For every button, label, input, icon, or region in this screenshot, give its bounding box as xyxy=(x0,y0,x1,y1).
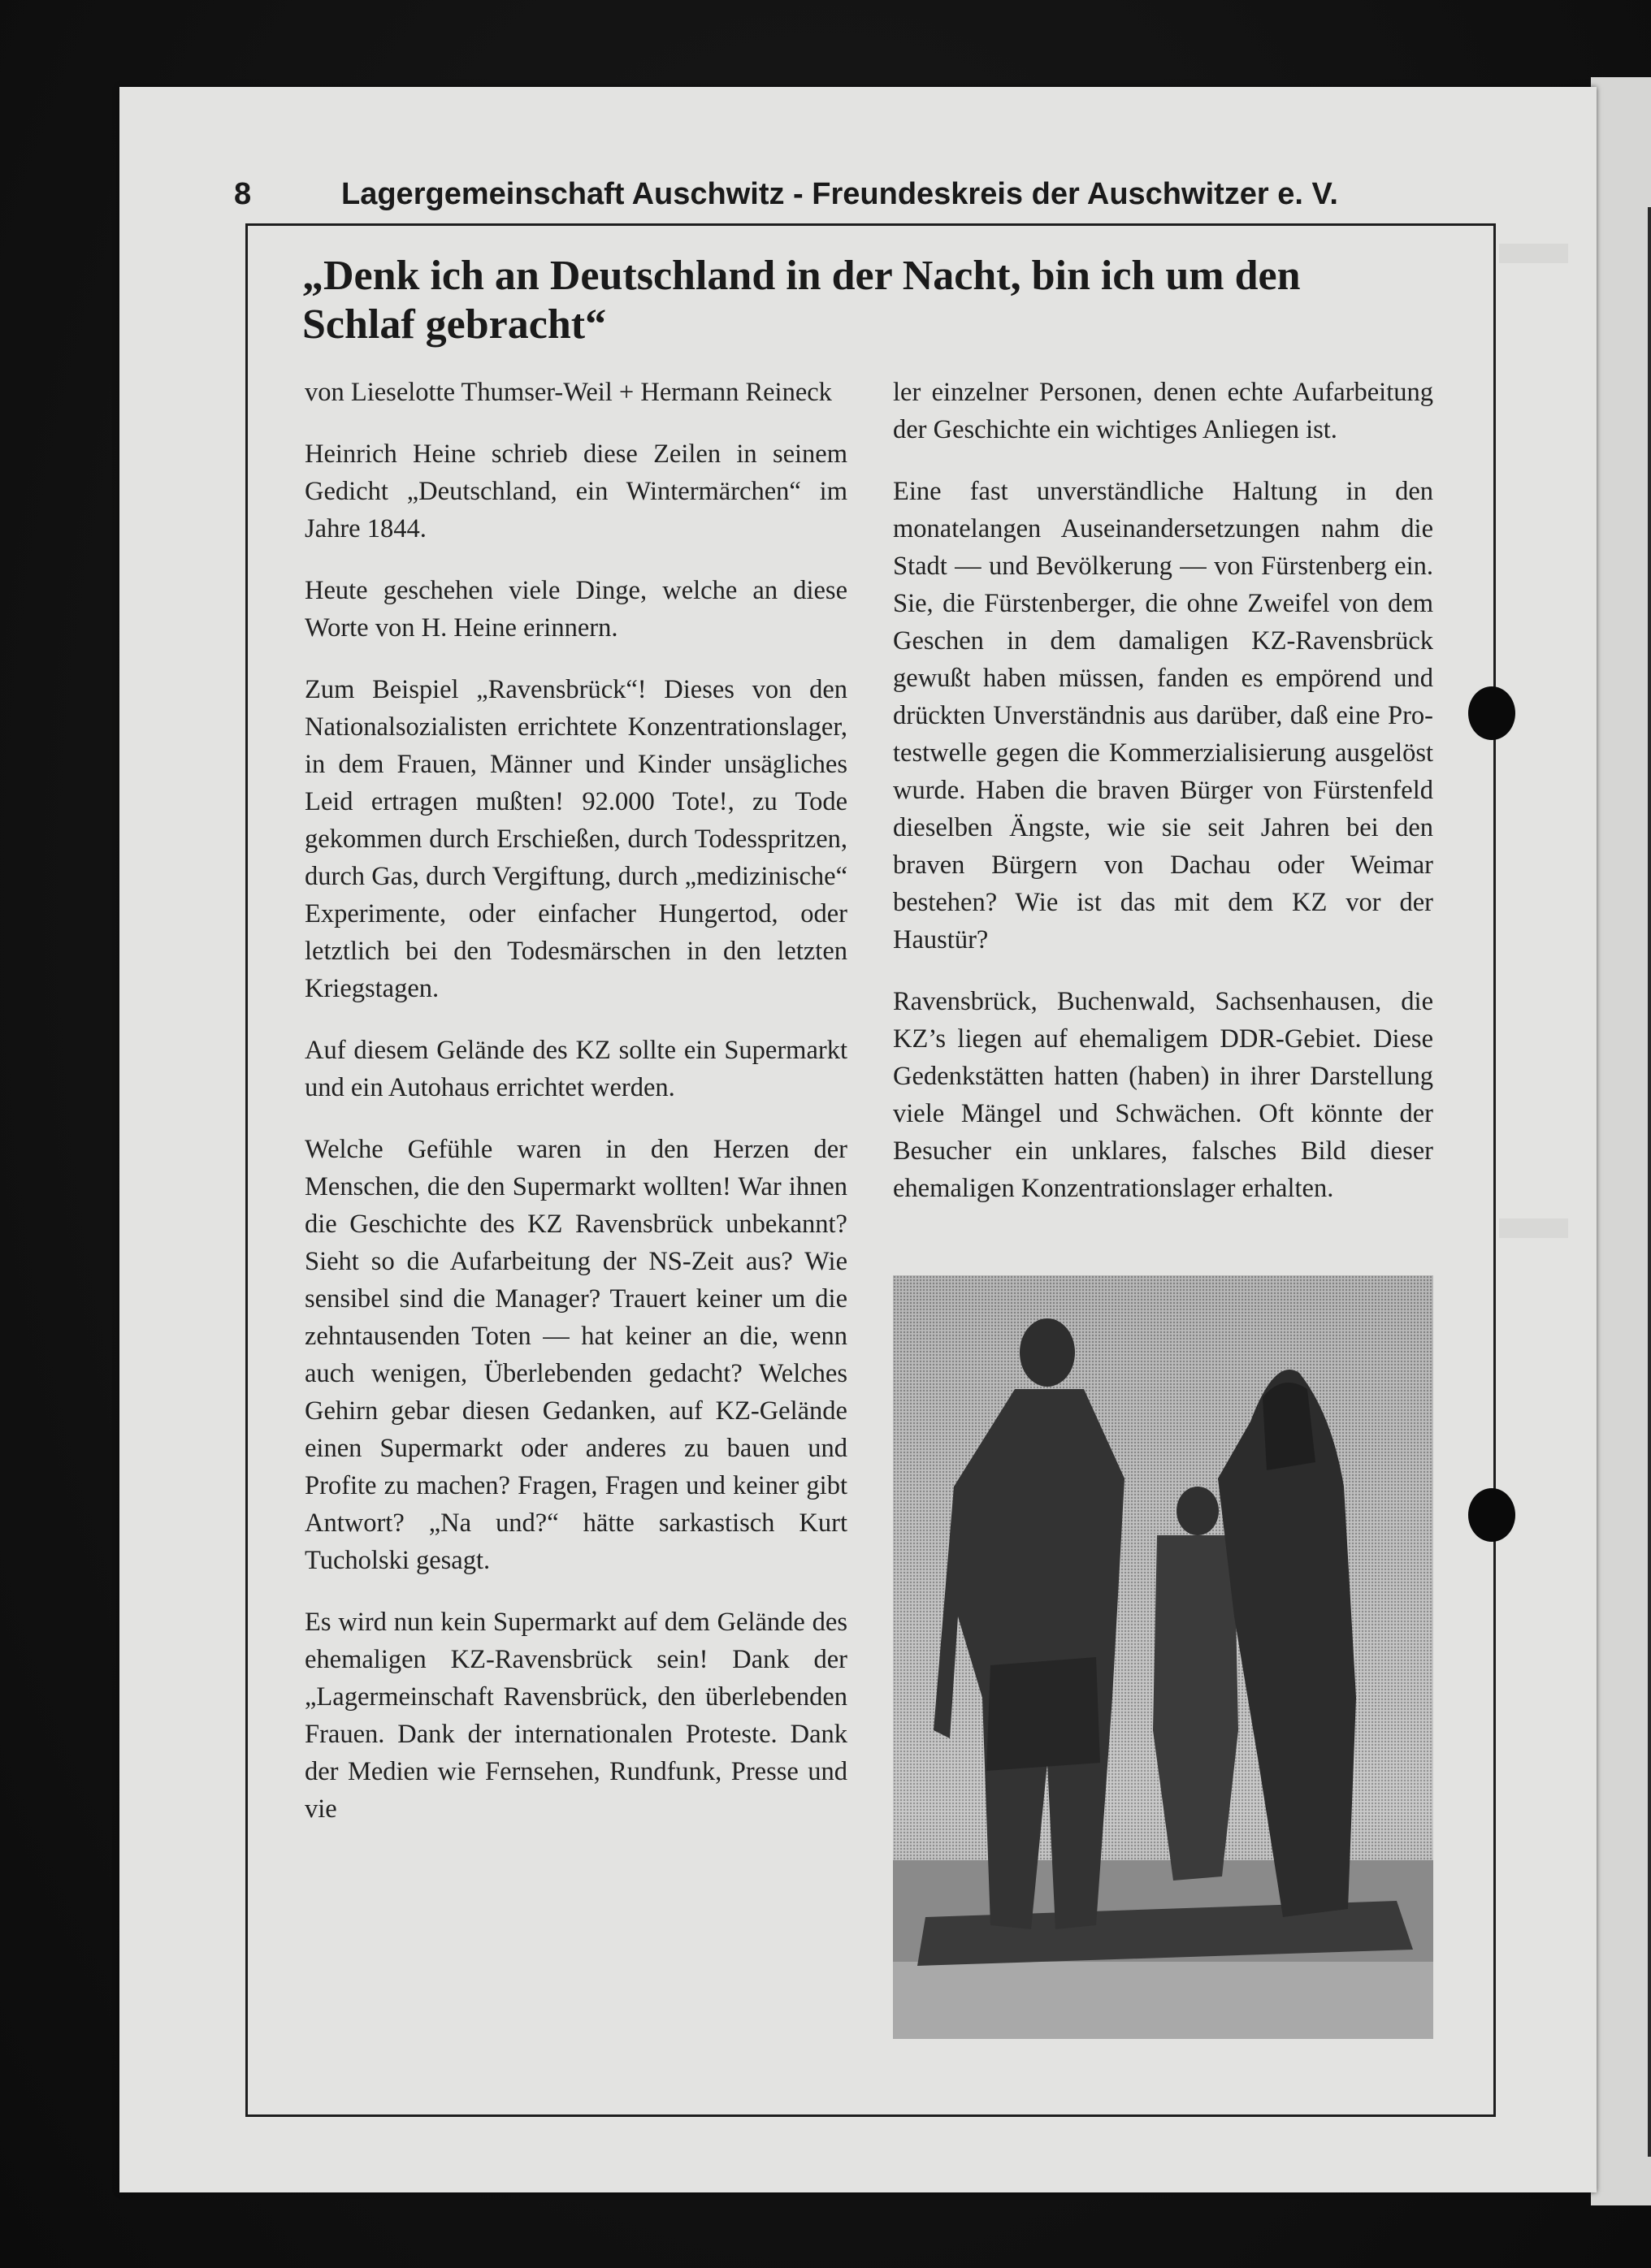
paragraph: Ravensbrück, Buchenwald, Sachsenhausen, die KZ’s liegen auf ehemaligem DDR-Gebiet. Diese Gedenkstätten hatten (haben) in ihrer Darstellung viele Mängel und Schwächen. Oft könnte der Besucher ein unklares, falsches Bild dieser ehemaligen Konzentrationslager erhalten. xyxy=(893,987,1433,1203)
sculpture-photo-graphic xyxy=(893,1275,1433,2039)
page-header xyxy=(234,177,1388,212)
paragraph: Zum Beispiel „Ravensbrück“! Dieses von den Nationalsozialisten errichtete Konzentrationslager, in dem Frauen, Männer und Kinder unsägliches Leid ertragen mußten! 92.000 Tote!, zu Tode gekommen durch Erschießen, durch Todesspritzen, durch Gas, durch Vergiftung, durch „medizinische“ Experimente, oder einfacher Hungertod, oder letztlich bei den Todesmärschen in den letzten Kriegstagen. xyxy=(305,675,847,1003)
paragraph: Auf diesem Gelände des KZ sollte ein Supermarkt und ein Autohaus errichtet werden. xyxy=(305,1036,847,1102)
page-number: 8 xyxy=(234,177,252,211)
paragraph: Heute geschehen viele Dinge, welche an diese Worte von H. Heine erinnern. xyxy=(305,576,847,643)
bleed-through-mark xyxy=(1499,244,1568,263)
paragraph: ler einzelner Personen, denen echte Aufarbeitung der Geschichte ein wichtiges Anliegen ist. xyxy=(893,378,1433,444)
bleed-through-mark xyxy=(1499,1218,1568,1238)
left-column xyxy=(305,374,847,1852)
paragraph: Eine fast unverständliche Haltung in den monatelangen Auseinandersetzungen nahm die Stadt — und Bevölkerung — von Fürstenberg ein. Sie, die Fürstenberger, die ohne Zweifel von dem Geschen in dem damaligen KZ-Ravensbrück gewußt haben müssen, fanden es empörend und drückten Unverständnis aus darüber, daß eine Protestwelle gegen die Kommerzialisierung ausgelöst wurde. Haben die braven Bürger von Fürstenfeld dieselben Ängste, wie sie seit Jahren bei den braven Bürgern von Dachau oder Weimar bestehen? Wie ist das mit dem KZ vor der Haustür? xyxy=(893,477,1433,954)
binder-hole xyxy=(1468,1488,1515,1542)
article-title: „Denk ich an Deutschland in der Nacht, bin ich um den Schlaf gebracht“ xyxy=(302,253,1301,348)
paragraph: Heinrich Heine schrieb diese Zeilen in seinem Gedicht „Deutschland, ein Wintermärchen“ im Jahre 1844. xyxy=(305,439,847,543)
memorial-sculpture-photo xyxy=(893,1275,1433,2039)
binder-hole xyxy=(1468,686,1515,740)
paragraph: Welche Gefühle waren in den Herzen der Menschen, die den Supermarkt wollten! War ihnen die Geschichte des KZ Ravensbrück unbekannt? Sieht so die Aufarbeitung der NS-Zeit aus? Wie sensibel sind die Manager? Trauert keiner um die zehntausenden Toten — hat keiner an die, wenn auch wenigen, Überlebenden gedacht? Welches Gehirn gebar diesen Gedanken, auf KZ-Gelände einen Supermarkt oder anderes zu bauen und Profite zu machen? Fragen, Fragen und keiner gibt Antwort? „Na und?“ hätte sarkastisch Kurt Tucholski gesagt. xyxy=(305,1135,847,1575)
right-column xyxy=(893,374,1433,1231)
byline: von Lieselotte Thumser-Weil + Hermann Reineck xyxy=(305,378,832,407)
adjacent-page-edge xyxy=(1591,77,1651,2205)
paragraph: Es wird nun kein Supermarkt auf dem Gelände des ehemaligen KZ-Ravensbrück sein! Dank der „Lagermeinschaft Ravensbrück, den überlebenden Frauen. Dank der internationalen Proteste. Dank der Medien wie Fernsehen, Rundfunk, Presse und vie xyxy=(305,1608,847,1824)
publication-title: Lagergemeinschaft Auschwitz - Freundeskreis der Auschwitzer e. V. xyxy=(341,177,1338,211)
